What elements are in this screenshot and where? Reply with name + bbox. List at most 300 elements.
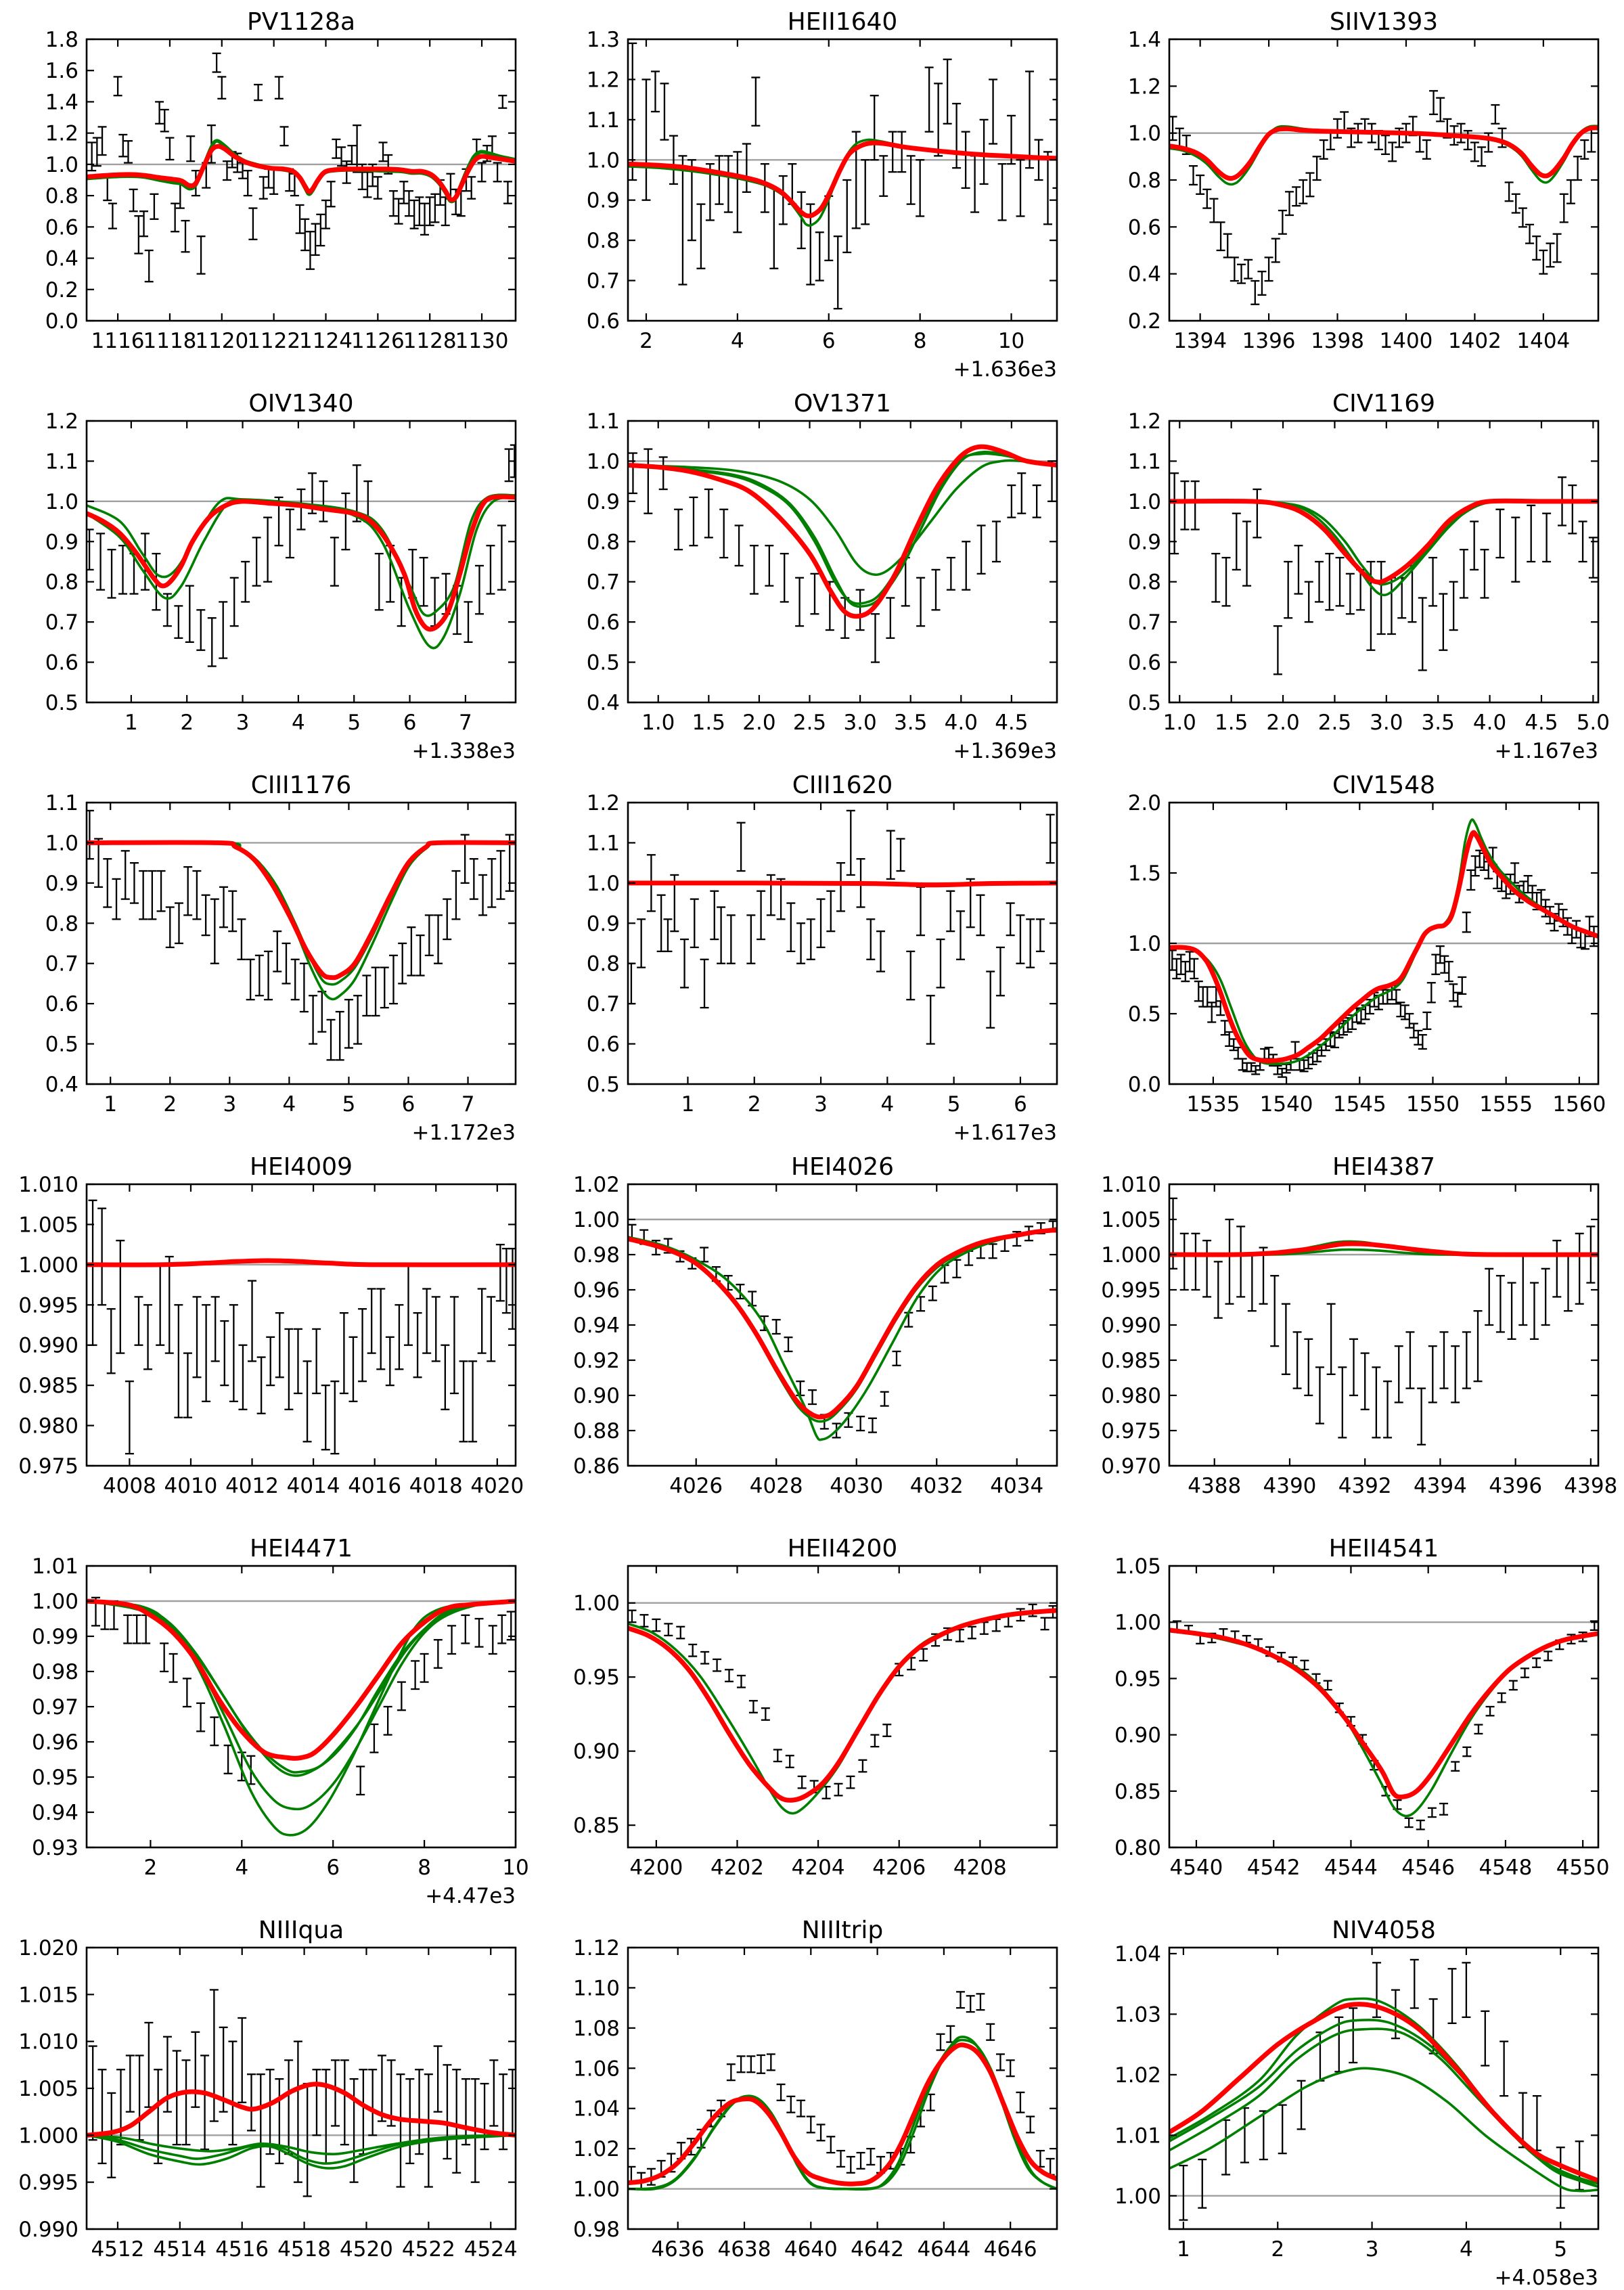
svg-text:4514: 4514 <box>153 2237 207 2262</box>
svg-text:0.9: 0.9 <box>586 912 620 937</box>
subplot-title: HEI4026 <box>790 1153 895 1181</box>
svg-text:1126: 1126 <box>351 329 405 353</box>
svg-text:4030: 4030 <box>830 1474 884 1498</box>
svg-text:4016: 4016 <box>348 1474 402 1498</box>
subplot-CIII1176 <box>0 763 541 1145</box>
svg-text:2: 2 <box>180 711 194 735</box>
svg-text:0.995: 0.995 <box>18 2170 78 2195</box>
svg-text:0.95: 0.95 <box>1114 1667 1161 1692</box>
subplot-title: NIV4058 <box>1332 1916 1436 1944</box>
axes-frame <box>628 1566 1057 1847</box>
model-component-curve-green <box>1169 2068 1598 2191</box>
subplot-title: HEI4009 <box>249 1153 353 1181</box>
svg-text:0.2: 0.2 <box>1127 309 1161 334</box>
svg-text:3.0: 3.0 <box>1370 711 1403 735</box>
model-total-fit-curve-red <box>628 883 1057 885</box>
subplot-NIIIqua <box>0 1908 541 2290</box>
svg-text:1402: 1402 <box>1447 329 1502 353</box>
y-tick-labels <box>1114 1554 1161 1860</box>
svg-text:1118: 1118 <box>143 329 197 353</box>
subplot-HEII4541 <box>1083 1527 1624 1908</box>
svg-text:4014: 4014 <box>286 1474 340 1498</box>
svg-text:4636: 4636 <box>651 2237 705 2262</box>
svg-text:1.005: 1.005 <box>18 1213 78 1238</box>
svg-text:0.8: 0.8 <box>1127 169 1161 193</box>
svg-text:1.01: 1.01 <box>1114 2124 1161 2149</box>
model-component-curve-green <box>628 453 1057 604</box>
svg-text:4008: 4008 <box>102 1474 156 1498</box>
y-tick-labels <box>587 791 620 1097</box>
svg-text:4644: 4644 <box>917 2237 971 2262</box>
x-axis-offset-label: +4.47e3 <box>425 1884 516 1908</box>
svg-text:1.0: 1.0 <box>45 831 78 856</box>
svg-text:4546: 4546 <box>1401 1856 1456 1880</box>
model-total-fit-curve-red <box>87 2084 516 2136</box>
x-axis-offset-label: +1.172e3 <box>411 1121 516 1145</box>
x-tick-labels <box>1186 1092 1606 1117</box>
svg-text:4396: 4396 <box>1489 1474 1543 1498</box>
svg-text:1.2: 1.2 <box>45 121 78 146</box>
svg-text:4524: 4524 <box>464 2237 518 2262</box>
y-tick-labels <box>573 1936 620 2242</box>
svg-text:5: 5 <box>347 711 361 735</box>
svg-text:1.12: 1.12 <box>572 1936 620 1960</box>
svg-text:0.98: 0.98 <box>31 1660 78 1684</box>
subplot-NIIItrip <box>541 1908 1083 2290</box>
svg-text:0.94: 0.94 <box>572 1314 620 1338</box>
x-axis-offset-label: +1.617e3 <box>953 1121 1057 1145</box>
svg-text:1128: 1128 <box>403 329 457 353</box>
svg-text:1.015: 1.015 <box>18 1983 78 2008</box>
subplot-CIII1620 <box>541 763 1083 1145</box>
svg-text:0.90: 0.90 <box>1114 1723 1161 1748</box>
svg-text:1.0: 1.0 <box>45 489 78 514</box>
model-component-curve-green <box>87 2135 516 2168</box>
svg-text:1.4: 1.4 <box>1127 28 1161 52</box>
svg-text:0.98: 0.98 <box>572 1243 620 1267</box>
svg-text:1.00: 1.00 <box>572 2177 620 2202</box>
y-tick-labels <box>18 1936 78 2242</box>
svg-text:1.04: 1.04 <box>1114 1941 1161 1967</box>
subplot-title: OIV1340 <box>248 390 354 418</box>
svg-text:0.990: 0.990 <box>18 1333 78 1358</box>
svg-text:3: 3 <box>814 1092 828 1117</box>
subplot-HEI4387 <box>1083 1145 1624 1527</box>
svg-text:4: 4 <box>1460 2237 1473 2262</box>
svg-text:0.6: 0.6 <box>586 1032 620 1057</box>
svg-text:0.90: 0.90 <box>572 1384 620 1408</box>
y-tick-labels <box>45 409 78 715</box>
svg-text:4518: 4518 <box>277 2237 332 2262</box>
model-component-curve-green <box>87 843 516 1000</box>
svg-text:3: 3 <box>223 1092 237 1117</box>
svg-text:0.8: 0.8 <box>45 570 78 595</box>
observed-spectrum-errorbars <box>87 53 512 282</box>
svg-text:6: 6 <box>821 329 836 353</box>
axes-frame <box>628 1948 1057 2229</box>
svg-text:8: 8 <box>418 1856 431 1880</box>
svg-text:4.5: 4.5 <box>1525 711 1558 735</box>
svg-text:0.7: 0.7 <box>45 610 78 635</box>
svg-text:4516: 4516 <box>215 2237 269 2262</box>
svg-text:4638: 4638 <box>717 2237 771 2262</box>
svg-text:1: 1 <box>125 711 138 735</box>
svg-text:0.975: 0.975 <box>18 1454 78 1479</box>
subplot-HEI4471 <box>0 1527 541 1908</box>
svg-text:0.5: 0.5 <box>586 1073 620 1097</box>
svg-text:0.5: 0.5 <box>45 691 78 715</box>
model-component-curve-green <box>1169 2029 1598 2186</box>
svg-text:4398: 4398 <box>1564 1474 1618 1498</box>
axes-frame <box>87 1184 516 1466</box>
svg-text:1.02: 1.02 <box>1114 2063 1161 2088</box>
model-total-fit-curve-red <box>1169 1244 1598 1255</box>
x-tick-labels <box>669 1474 1043 1498</box>
x-axis-offset-label: +1.167e3 <box>1494 739 1598 763</box>
subplot-HEII1640 <box>541 0 1083 382</box>
svg-text:0.94: 0.94 <box>31 1801 78 1825</box>
y-tick-labels <box>18 1173 78 1479</box>
svg-text:4.0: 4.0 <box>944 711 978 735</box>
svg-text:1: 1 <box>681 1092 695 1117</box>
svg-text:1.1: 1.1 <box>45 449 78 474</box>
svg-text:4012: 4012 <box>225 1474 279 1498</box>
x-tick-labels <box>103 1474 524 1498</box>
subplot-canvas <box>1083 763 1624 1145</box>
svg-text:0.970: 0.970 <box>1101 1454 1161 1479</box>
svg-text:0.96: 0.96 <box>572 1278 620 1303</box>
svg-text:2.0: 2.0 <box>742 711 776 735</box>
subplot-NIV4058 <box>1083 1908 1624 2290</box>
model-total-fit-curve-red <box>87 1601 516 1758</box>
svg-text:1.005: 1.005 <box>1101 1208 1161 1232</box>
svg-text:1: 1 <box>1177 2237 1190 2262</box>
svg-text:1122: 1122 <box>247 329 301 353</box>
svg-text:1.4: 1.4 <box>45 90 78 115</box>
svg-text:4206: 4206 <box>872 1856 926 1880</box>
svg-text:1.05: 1.05 <box>1114 1554 1161 1579</box>
svg-text:1.1: 1.1 <box>586 409 620 434</box>
x-tick-labels <box>641 711 1028 735</box>
svg-text:4512: 4512 <box>91 2237 145 2262</box>
subplot-canvas <box>1083 1145 1624 1527</box>
svg-text:0.8: 0.8 <box>1127 570 1161 595</box>
svg-text:0.4: 0.4 <box>45 246 78 271</box>
svg-text:5: 5 <box>1554 2237 1568 2262</box>
svg-text:0.6: 0.6 <box>1127 650 1161 675</box>
axes-frame <box>628 803 1057 1084</box>
svg-text:0.7: 0.7 <box>586 269 620 294</box>
subplot-title: CIII1620 <box>792 771 893 799</box>
svg-text:1550: 1550 <box>1406 1092 1460 1117</box>
svg-text:3.5: 3.5 <box>894 711 928 735</box>
svg-text:4032: 4032 <box>909 1474 964 1498</box>
y-tick-labels <box>587 409 620 715</box>
svg-text:0.7: 0.7 <box>586 992 620 1017</box>
subplot-OV1371 <box>541 382 1083 763</box>
y-tick-labels <box>32 1554 78 1860</box>
svg-text:0.8: 0.8 <box>586 229 620 254</box>
axis-ticks <box>87 421 516 702</box>
svg-text:4394: 4394 <box>1413 1474 1467 1498</box>
svg-text:0.85: 0.85 <box>1114 1779 1161 1804</box>
svg-text:10: 10 <box>502 1856 529 1880</box>
svg-text:1120: 1120 <box>195 329 249 353</box>
svg-text:4034: 4034 <box>990 1474 1044 1498</box>
svg-text:1404: 1404 <box>1516 329 1571 353</box>
subplot-HEII4200 <box>541 1527 1083 1908</box>
svg-text:1.0: 1.0 <box>45 152 78 177</box>
subplot-title: HEI4471 <box>249 1535 353 1563</box>
svg-text:1.00: 1.00 <box>572 1208 620 1232</box>
svg-text:0.990: 0.990 <box>1101 1314 1161 1338</box>
y-tick-labels <box>1114 1942 1161 2209</box>
svg-text:3: 3 <box>235 711 250 735</box>
model-component-curve-green <box>87 2135 516 2154</box>
svg-text:2: 2 <box>747 1092 761 1117</box>
svg-text:1.06: 1.06 <box>572 2057 620 2082</box>
x-tick-labels <box>1177 2237 1567 2262</box>
svg-text:0.5: 0.5 <box>45 1032 78 1057</box>
y-tick-labels <box>1128 791 1161 1097</box>
svg-text:4392: 4392 <box>1338 1474 1392 1498</box>
x-tick-labels <box>639 329 1024 353</box>
subplot-CIV1169 <box>1083 382 1624 763</box>
subplot-title: HEII4200 <box>787 1535 898 1563</box>
svg-text:0.990: 0.990 <box>18 2218 78 2242</box>
svg-text:0.6: 0.6 <box>45 992 78 1017</box>
svg-text:1.005: 1.005 <box>18 2077 78 2101</box>
svg-text:1116: 1116 <box>91 329 145 353</box>
axis-ticks <box>628 1948 1057 2229</box>
svg-text:2.0: 2.0 <box>1127 791 1161 815</box>
svg-text:0.98: 0.98 <box>572 2218 620 2242</box>
svg-text:4026: 4026 <box>669 1474 723 1498</box>
svg-text:2: 2 <box>639 329 653 353</box>
svg-text:4540: 4540 <box>1169 1856 1223 1880</box>
axes-frame <box>87 421 516 702</box>
svg-text:0.980: 0.980 <box>18 1414 78 1439</box>
svg-text:3.5: 3.5 <box>1421 711 1455 735</box>
svg-text:1.5: 1.5 <box>1127 861 1161 886</box>
x-tick-labels <box>144 1856 529 1880</box>
x-tick-labels <box>1173 329 1570 353</box>
svg-text:4: 4 <box>292 711 305 735</box>
x-tick-labels <box>91 329 509 353</box>
subplot-SIIV1393 <box>1083 0 1624 382</box>
svg-text:1.1: 1.1 <box>1127 449 1161 474</box>
svg-text:0.980: 0.980 <box>1101 1384 1161 1408</box>
svg-text:1.0: 1.0 <box>1127 489 1161 514</box>
svg-text:2: 2 <box>1271 2237 1285 2262</box>
svg-text:1400: 1400 <box>1379 329 1433 353</box>
svg-text:2.5: 2.5 <box>792 711 827 735</box>
svg-text:4.5: 4.5 <box>995 711 1029 735</box>
svg-text:1.0: 1.0 <box>586 449 620 474</box>
subplot-canvas <box>541 382 1083 763</box>
svg-text:1.0: 1.0 <box>1163 711 1196 735</box>
svg-text:1.1: 1.1 <box>45 791 78 815</box>
svg-text:4.0: 4.0 <box>1472 711 1507 735</box>
svg-text:0.6: 0.6 <box>586 309 620 334</box>
y-tick-labels <box>587 28 620 334</box>
svg-text:1.01: 1.01 <box>31 1554 78 1579</box>
subplot-title: HEII1640 <box>787 8 898 36</box>
svg-text:0.4: 0.4 <box>586 691 620 715</box>
subplot-title: SIIV1393 <box>1329 8 1439 36</box>
svg-text:1124: 1124 <box>299 329 353 353</box>
svg-text:1.00: 1.00 <box>572 1591 620 1616</box>
subplot-OIV1340 <box>0 382 541 763</box>
svg-text:1.00: 1.00 <box>1114 1611 1161 1636</box>
observed-spectrum-errorbars <box>91 1598 516 1795</box>
svg-text:0.0: 0.0 <box>1127 1073 1161 1097</box>
svg-text:0.86: 0.86 <box>572 1454 620 1479</box>
observed-spectrum-errorbars <box>1169 1198 1595 1445</box>
svg-text:1.010: 1.010 <box>18 2029 78 2055</box>
svg-text:6: 6 <box>401 1092 415 1117</box>
svg-text:0.5: 0.5 <box>1127 691 1161 715</box>
subplot-title: CIV1548 <box>1332 771 1435 799</box>
svg-text:4020: 4020 <box>470 1474 524 1498</box>
observed-spectrum-errorbars <box>1169 91 1596 304</box>
subplot-canvas <box>0 1908 541 2290</box>
svg-text:0.93: 0.93 <box>31 1836 78 1860</box>
svg-text:1.02: 1.02 <box>572 1173 620 1197</box>
x-tick-labels <box>125 711 472 735</box>
x-tick-labels <box>681 1092 1027 1117</box>
subplot-canvas <box>1083 0 1624 382</box>
svg-text:4520: 4520 <box>340 2237 393 2262</box>
svg-text:0.8: 0.8 <box>586 951 620 976</box>
svg-text:4204: 4204 <box>791 1856 845 1880</box>
svg-text:4208: 4208 <box>953 1856 1007 1880</box>
observed-spectrum-errorbars <box>627 1992 1054 2188</box>
svg-text:4018: 4018 <box>409 1474 463 1498</box>
svg-text:1130: 1130 <box>455 329 509 353</box>
svg-text:7: 7 <box>459 711 472 735</box>
x-tick-labels <box>1188 1474 1617 1498</box>
axis-ticks <box>628 803 1057 1084</box>
subplot-canvas <box>1083 1527 1624 1908</box>
svg-text:2.0: 2.0 <box>1266 711 1300 735</box>
svg-text:0.7: 0.7 <box>1127 610 1161 635</box>
observed-spectrum-errorbars <box>629 449 1056 663</box>
svg-text:4: 4 <box>731 329 744 353</box>
svg-text:4200: 4200 <box>629 1856 683 1880</box>
svg-text:6: 6 <box>326 1856 340 1880</box>
svg-text:1535: 1535 <box>1186 1092 1240 1117</box>
svg-text:3.0: 3.0 <box>843 711 877 735</box>
model-component-curve-green <box>628 1611 1057 1814</box>
svg-text:4202: 4202 <box>710 1856 764 1880</box>
svg-text:0.975: 0.975 <box>1101 1419 1161 1443</box>
model-total-fit-curve-red <box>1169 832 1598 1061</box>
svg-text:4550: 4550 <box>1556 1856 1610 1880</box>
svg-text:1.1: 1.1 <box>586 831 620 856</box>
svg-text:0.6: 0.6 <box>45 650 78 675</box>
y-tick-labels <box>1128 28 1161 334</box>
svg-text:6: 6 <box>403 711 417 735</box>
svg-text:1545: 1545 <box>1332 1092 1386 1117</box>
svg-text:0.95: 0.95 <box>31 1766 78 1790</box>
observed-spectrum-errorbars <box>89 1200 517 1454</box>
subplot-canvas <box>0 382 541 763</box>
svg-text:5.0: 5.0 <box>1576 711 1610 735</box>
svg-text:4390: 4390 <box>1263 1474 1317 1498</box>
svg-text:10: 10 <box>997 329 1025 353</box>
svg-text:0.92: 0.92 <box>572 1349 620 1373</box>
svg-text:0.80: 0.80 <box>1114 1836 1161 1860</box>
subplot-canvas <box>541 763 1083 1145</box>
svg-text:1.2: 1.2 <box>586 68 620 93</box>
svg-text:1.2: 1.2 <box>45 409 78 434</box>
svg-text:0.9: 0.9 <box>45 871 78 896</box>
svg-text:0.9: 0.9 <box>1127 530 1161 555</box>
x-tick-labels <box>651 2237 1037 2262</box>
y-tick-labels <box>1128 409 1161 715</box>
svg-text:1.00: 1.00 <box>31 1590 78 1614</box>
svg-text:4: 4 <box>282 1092 296 1117</box>
svg-text:1.2: 1.2 <box>586 791 620 815</box>
svg-text:0.7: 0.7 <box>586 570 620 595</box>
svg-text:1.03: 1.03 <box>1114 2002 1161 2027</box>
svg-text:0.8: 0.8 <box>586 530 620 555</box>
subplot-title: CIV1169 <box>1332 390 1435 418</box>
svg-text:8: 8 <box>913 329 927 353</box>
svg-text:0.85: 0.85 <box>572 1814 620 1839</box>
x-tick-labels <box>104 1092 474 1117</box>
svg-text:1.5: 1.5 <box>1215 711 1248 735</box>
svg-text:1.02: 1.02 <box>572 2137 620 2162</box>
subplot-canvas <box>1083 382 1624 763</box>
observed-spectrum-errorbars <box>627 811 1054 1044</box>
subplot-title: NIIIqua <box>258 1916 344 1944</box>
svg-text:4: 4 <box>235 1856 249 1880</box>
subplot-HEI4009 <box>0 1145 541 1527</box>
svg-text:2: 2 <box>143 1856 158 1880</box>
x-tick-labels <box>91 2237 517 2262</box>
subplot-title: PV1128a <box>246 8 356 36</box>
model-component-curve-green <box>628 460 1057 575</box>
svg-text:0.9: 0.9 <box>586 489 620 514</box>
svg-text:0.9: 0.9 <box>586 188 620 213</box>
svg-text:1.010: 1.010 <box>18 1173 78 1197</box>
svg-text:1.000: 1.000 <box>1101 1243 1161 1267</box>
svg-text:1398: 1398 <box>1311 329 1364 353</box>
svg-text:0.8: 0.8 <box>45 912 78 937</box>
y-tick-labels <box>573 1173 620 1479</box>
svg-text:0.6: 0.6 <box>1127 215 1161 240</box>
x-tick-labels <box>1163 711 1610 735</box>
svg-text:4646: 4646 <box>983 2237 1037 2262</box>
svg-text:1.2: 1.2 <box>1127 74 1161 99</box>
svg-text:0.985: 0.985 <box>18 1374 78 1399</box>
svg-text:0.995: 0.995 <box>1101 1278 1161 1303</box>
svg-text:4640: 4640 <box>784 2237 838 2262</box>
svg-text:0.995: 0.995 <box>18 1293 78 1318</box>
y-tick-labels <box>45 28 78 334</box>
svg-text:7: 7 <box>461 1092 475 1117</box>
svg-text:3: 3 <box>1365 2237 1379 2262</box>
svg-text:0.99: 0.99 <box>31 1625 78 1649</box>
subplot-canvas <box>0 1527 541 1908</box>
subplot-canvas <box>0 763 541 1145</box>
subplot-canvas <box>541 1145 1083 1527</box>
subplot-CIV1548 <box>1083 763 1624 1145</box>
svg-text:4542: 4542 <box>1246 1856 1301 1880</box>
model-total-fit-curve-red <box>628 1611 1057 1801</box>
